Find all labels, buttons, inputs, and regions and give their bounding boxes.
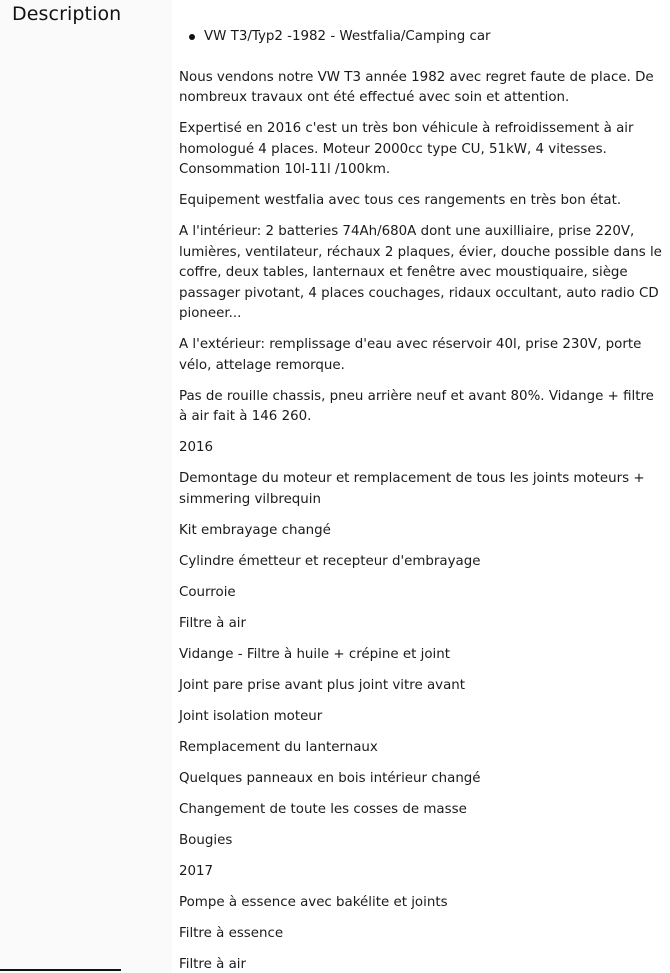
bullet-icon	[189, 34, 195, 40]
feature-item	[179, 27, 663, 48]
work-item: Demontage du moteur et remplacement de tous les joints moteurs + simmering vilbrequin	[179, 471, 645, 507]
work-item: Bougies	[179, 832, 233, 848]
description-paragraph: Equipement westfalia avec tous ces rangements en très bon état.	[179, 193, 622, 208]
work-item: Filtre à essence	[179, 925, 284, 941]
year-heading: 2016	[179, 440, 214, 455]
work-item: Quelques panneaux en bois intérieur changé	[179, 770, 481, 786]
work-item: Filtre à air	[179, 956, 247, 972]
work-item: Changement de toute les cosses de masse	[179, 801, 467, 817]
feature-list	[179, 27, 663, 48]
description-paragraph: Pas de rouille chassis, pneu arrière neuf et avant 80%. Vidange + filtre à air fait à 146 260.	[179, 388, 654, 424]
work-item: Kit embrayage changé	[179, 522, 331, 538]
section-title: Description	[12, 3, 122, 25]
description-content	[179, 27, 663, 973]
section-sidebar	[0, 0, 172, 973]
section-divider	[0, 969, 121, 971]
work-item: Remplacement du lanternaux	[179, 739, 378, 755]
work-item: Vidange - Filtre à huile + crépine et joint	[179, 646, 450, 662]
work-item: Courroie	[179, 584, 236, 600]
description-paragraph: A l'extérieur: remplissage d'eau avec réservoir 40l, prise 230V, porte vélo, attelage remorque.	[179, 337, 642, 373]
work-item: Filtre à air	[179, 615, 247, 631]
work-item: Cylindre émetteur et recepteur d'embrayage	[179, 553, 481, 569]
description-paragraph: A l'intérieur: 2 batteries 74Ah/680A dont une auxilliaire, prise 220V, lumières, ventilateur, réchaux 2 plaques, évier, douche possible dans le coffre, deux tables, lanternaux et fenêtre avec moustiquaire, siège passager pivotant, 4 places couchages, ridaux occultant, auto radio CD pioneer...	[179, 224, 662, 321]
feature-item-label: VW T3/Typ2 -1982 - Westfalia/Camping car	[204, 29, 491, 44]
work-item: Joint pare prise avant plus joint vitre avant	[179, 677, 466, 693]
work-item: Pompe à essence avec bakélite et joints	[179, 894, 448, 910]
description-paragraph: Nous vendons notre VW T3 année 1982 avec regret faute de place. De nombreux travaux ont été effectué avec soin et attention.	[179, 69, 654, 105]
year-heading: 2017	[179, 863, 214, 879]
work-item: Joint isolation moteur	[179, 708, 323, 724]
description-paragraph: Expertisé en 2016 c'est un très bon véhicule à refroidissement à air homologué 4 places. Moteur 2000cc type CU, 51kW, 4 vitesses. Consommation 10l-11l /100km.	[179, 121, 634, 177]
